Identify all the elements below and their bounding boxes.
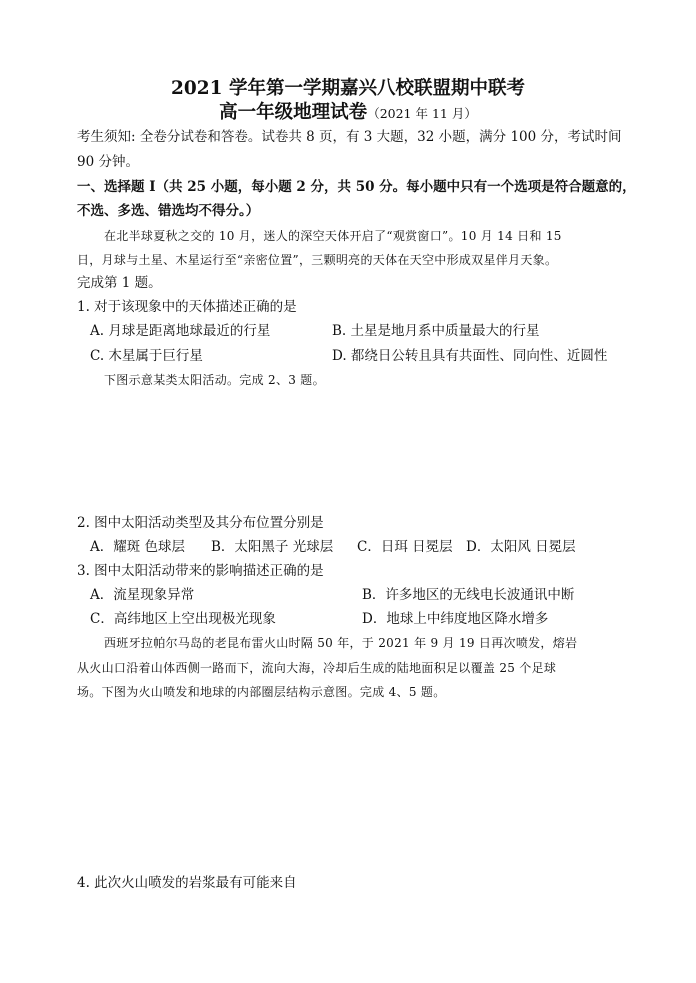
- section1-heading-line-1: 一、选择题 I（共 25 小题，每小题 2 分，共 50 分。每小题中只有一个选项是符合题意的，: [77, 179, 636, 195]
- notice-line-2: 90 分钟。: [77, 154, 139, 170]
- exam-subject-title: 高一年级地理试卷: [219, 102, 368, 123]
- intro-questions-2-3: 下图示意某类太阳活动。完成 2、3 题。: [104, 373, 325, 387]
- passage2-line-1: 西班牙拉帕尔马岛的老昆布雷火山时隔 50 年，于 2021 年 9 月 19 日再次喷发，熔岩: [104, 636, 578, 650]
- question-1-option-d: D. 都绕日公转且具有共面性、同向性、近圆性: [332, 348, 608, 364]
- question-3-stem: 3. 图中太阳活动带来的影响描述正确的是: [77, 563, 324, 579]
- question-2-option-b: B．太阳黑子 光球层: [211, 539, 334, 555]
- passage1-line-2: 日，月球与土星、木星运行至“亲密位置”，三颗明亮的天体在天空中形成双星伴月天象。: [77, 253, 558, 267]
- question-2-option-c: C．日珥 日冕层: [357, 539, 453, 555]
- notice-line-1: 考生须知: 全卷分试卷和答卷。试卷共 8 页，有 3 大题，32 小题，满分 100 分，考试时间: [77, 129, 622, 145]
- passage1-line-1: 在北半球夏秋之交的 10 月，迷人的深空天体开启了“观赏窗口”。10 月 14 日和 15: [104, 229, 562, 243]
- question-3-option-c: C．高纬地区上空出现极光现象: [90, 611, 276, 627]
- question-1-option-c: C. 木星属于巨行星: [90, 348, 203, 364]
- section1-heading-line-2: 不选、多选、错选均不得分。）: [77, 203, 260, 219]
- question-2-option-d: D．太阳风 日冕层: [466, 539, 576, 555]
- passage1-line-3: 完成第 1 题。: [77, 275, 162, 291]
- question-3-option-a: A．流星现象异常: [90, 587, 195, 603]
- question-2-option-a: A．耀斑 色球层: [90, 539, 186, 555]
- volcano-earth-structure-figure-area: [80, 708, 620, 868]
- solar-activity-figure-area: [80, 395, 620, 510]
- exam-title-line1: 2021 学年第一学期嘉兴八校联盟期中联考: [171, 78, 525, 99]
- question-1-option-a: A. 月球是距离地球最近的行星: [90, 323, 271, 339]
- question-4-stem: 4. 此次火山喷发的岩浆最有可能来自: [77, 875, 297, 891]
- question-2-stem: 2. 图中太阳活动类型及其分布位置分别是: [77, 515, 324, 531]
- exam-date: （2021 年 11 月）: [367, 106, 477, 121]
- question-3-option-d: D．地球上中纬度地区降水增多: [362, 611, 549, 627]
- question-1-stem: 1. 对于该现象中的天体描述正确的是: [77, 299, 297, 315]
- passage2-line-3: 场。下图为火山喷发和地球的内部圈层结构示意图。完成 4、5 题。: [77, 685, 446, 699]
- passage2-line-2: 从火山口沿着山体西侧一路而下，流向大海，冷却后生成的陆地面积足以覆盖 25 个足球: [77, 661, 557, 675]
- question-1-option-b: B. 土星是地月系中质量最大的行星: [332, 323, 540, 339]
- exam-title-line2: [0, 102, 696, 125]
- question-3-option-b: B．许多地区的无线电长波通讯中断: [362, 587, 575, 603]
